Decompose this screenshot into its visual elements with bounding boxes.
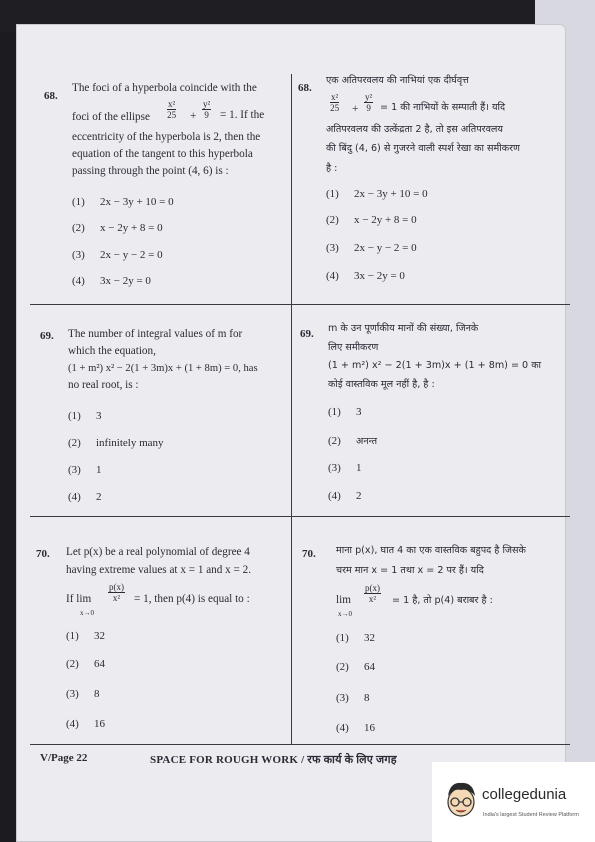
option[interactable]: (1) 3 bbox=[68, 410, 102, 422]
option[interactable]: (4) 3x − 2y = 0 bbox=[72, 275, 151, 287]
row-divider bbox=[30, 744, 570, 745]
option[interactable]: (4) 2 bbox=[68, 491, 102, 503]
option[interactable]: (2) x − 2y + 8 = 0 bbox=[326, 214, 417, 226]
question-line: लिए समीकरण bbox=[328, 342, 379, 353]
question-line: having extreme values at x = 1 and x = 2. bbox=[66, 564, 252, 576]
question-line: = 1 है, तो p(4) बराबर है : bbox=[392, 595, 493, 606]
question-number: 69. bbox=[300, 328, 314, 340]
question-line: If lim bbox=[66, 593, 92, 605]
question-number: 68. bbox=[44, 90, 58, 102]
row-divider bbox=[30, 516, 570, 517]
question-line: passing through the point (4, 6) is : bbox=[72, 165, 229, 177]
question-line: कोई वास्तविक मूल नहीं है, है : bbox=[328, 379, 435, 390]
question-line: माना p(x), घात 4 का एक वास्तविक बहुपद है जिसके bbox=[336, 545, 526, 556]
question-line: चरम मान x = 1 तथा x = 2 पर हैं। यदि bbox=[336, 565, 484, 576]
student-face-icon bbox=[444, 780, 478, 818]
option[interactable]: (4) 2 bbox=[328, 490, 362, 502]
question-line: Let p(x) be a real polynomial of degree 4 bbox=[66, 546, 250, 558]
question-line: m के उन पूर्णांकीय मानों की संख्या, जिनके bbox=[328, 323, 479, 334]
option[interactable]: (3) 1 bbox=[328, 462, 362, 474]
plus-sign: + bbox=[352, 103, 359, 115]
question-line: है : bbox=[326, 163, 338, 174]
option[interactable]: (2) 64 bbox=[66, 658, 105, 670]
option[interactable]: (3) 8 bbox=[66, 688, 100, 700]
plus-sign: + bbox=[190, 110, 197, 122]
question-line: which the equation, bbox=[68, 345, 156, 357]
option[interactable]: (3) 2x − y − 2 = 0 bbox=[72, 249, 163, 261]
question-line: = 1, then p(4) is equal to : bbox=[134, 593, 250, 605]
question-number: 70. bbox=[36, 548, 50, 560]
brand-tagline: India's largest Student Review Platform bbox=[483, 812, 579, 818]
question-line: no real root, is : bbox=[68, 379, 139, 391]
question-line: The number of integral values of m for bbox=[68, 328, 243, 340]
brand-name: collegedunia bbox=[482, 786, 567, 803]
question-line: foci of the ellipse bbox=[72, 111, 150, 123]
option[interactable]: (1) 3 bbox=[328, 406, 362, 418]
page-number: V/Page 22 bbox=[40, 752, 88, 764]
question-line: = 1 की नाभियों के सम्पाती हैं। यदि bbox=[380, 102, 506, 113]
question-line: The foci of a hyperbola coincide with the bbox=[72, 82, 257, 94]
question-line: की बिंदु (4, 6) से गुजरने वाली स्पर्श रेखा का समीकरण bbox=[326, 143, 520, 154]
option[interactable]: (3) 1 bbox=[68, 464, 102, 476]
option[interactable]: (1) 32 bbox=[66, 630, 105, 642]
question-line: (1 + m²) x² − 2(1 + 3m)x + (1 + 8m) = 0, has bbox=[68, 363, 258, 374]
option[interactable]: (4) 16 bbox=[66, 718, 105, 730]
row-divider bbox=[30, 304, 570, 305]
option[interactable]: (2) अनन्त bbox=[328, 435, 378, 447]
question-line: (1 + m²) x² − 2(1 + 3m)x + (1 + 8m) = 0 का bbox=[328, 360, 542, 371]
column-divider bbox=[291, 74, 292, 744]
rough-work-note: SPACE FOR ROUGH WORK / रफ कार्य के लिए जगह bbox=[150, 754, 397, 766]
limit-subscript: x→0 bbox=[80, 609, 94, 617]
question-line: अतिपरवलय की उत्केंद्रता 2 है, तो इस अतिपरवलय bbox=[326, 124, 503, 135]
question-line: = 1. If the bbox=[220, 109, 265, 121]
question-line: equation of the tangent to this hyperbola bbox=[72, 148, 253, 160]
fraction-y2-9: $\frac{\text{y²}}{9}$ bbox=[203, 99, 211, 120]
question-line: एक अतिपरवलय की नाभियां एक दीर्घवृत्त bbox=[326, 75, 469, 86]
fraction-x2-25: $\frac{\text{x²}}{25}$ bbox=[167, 99, 177, 120]
question-number: 70. bbox=[302, 548, 316, 560]
option[interactable]: (3) 8 bbox=[336, 692, 370, 704]
option[interactable]: (2) 64 bbox=[336, 661, 375, 673]
option[interactable]: (4) 16 bbox=[336, 722, 375, 734]
option[interactable]: (1) 2x − 3y + 10 = 0 bbox=[326, 188, 428, 200]
question-number: 68. bbox=[298, 82, 312, 94]
option[interactable]: (3) 2x − y − 2 = 0 bbox=[326, 242, 417, 254]
option[interactable]: (2) infinitely many bbox=[68, 437, 164, 449]
option[interactable]: (4) 3x − 2y = 0 bbox=[326, 270, 405, 282]
option[interactable]: (2) x − 2y + 8 = 0 bbox=[72, 222, 163, 234]
fraction-y2-9: $\frac{\text{y²}}{9}$ bbox=[365, 92, 373, 113]
fraction-px-x2: $\frac{p(x)}{\text{x²}}$ bbox=[365, 583, 380, 604]
fraction-px-x2: $\frac{p(x)}{\text{x²}}$ bbox=[109, 582, 124, 603]
question-number: 69. bbox=[40, 330, 54, 342]
limit-subscript: x→0 bbox=[338, 610, 352, 618]
question-line: eccentricity of the hyperbola is 2, then the bbox=[72, 131, 261, 143]
option[interactable]: (1) 2x − 3y + 10 = 0 bbox=[72, 196, 174, 208]
option[interactable]: (1) 32 bbox=[336, 632, 375, 644]
fraction-x2-25: $\frac{\text{x²}}{25}$ bbox=[330, 92, 340, 113]
question-line: lim bbox=[336, 594, 351, 606]
